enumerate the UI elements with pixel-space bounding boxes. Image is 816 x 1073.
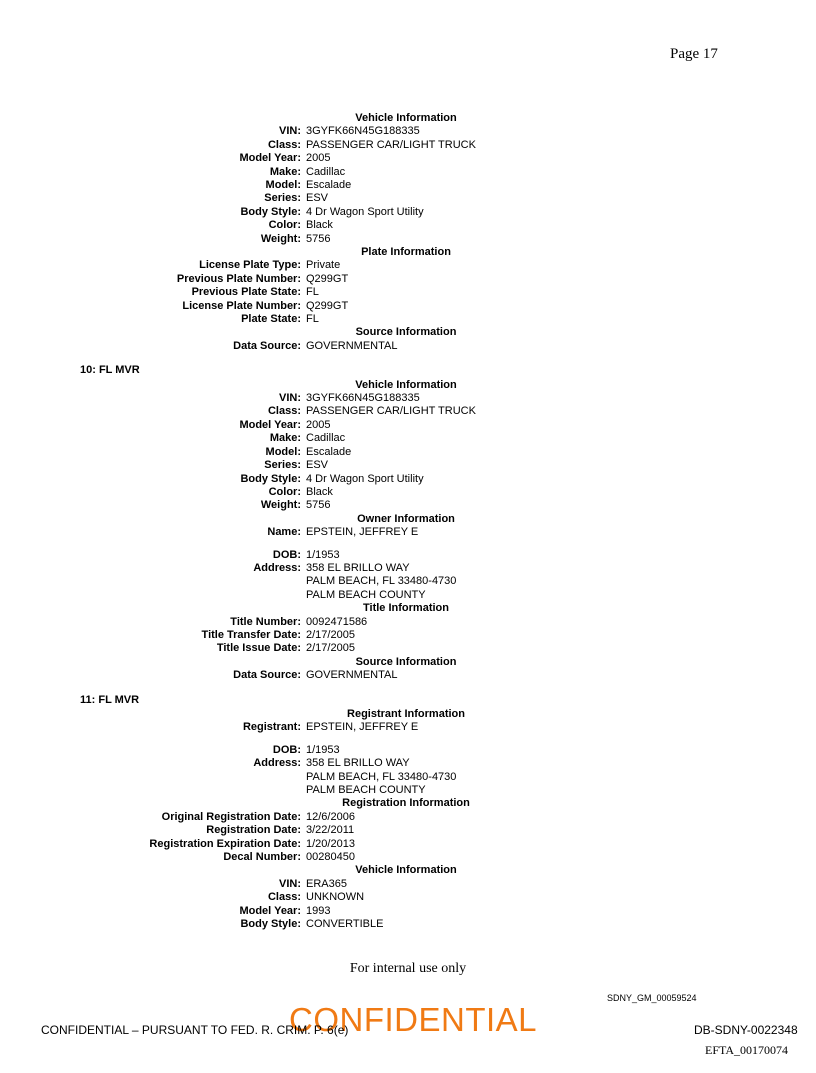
class-row: Class: PASSENGER CAR/LIGHT TRUCK: [267, 138, 476, 151]
spacer: [0, 735, 816, 744]
series-row: Series: ESV: [264, 459, 329, 472]
record-group-title: 11: FL MVR: [80, 693, 140, 706]
series-row: Series: ESV: [264, 192, 329, 205]
internal-use-notice: For internal use only: [349, 961, 467, 976]
address-row: PALM BEACH, FL 33480-4730: [306, 575, 457, 588]
report-content: [0, 112, 816, 931]
spacer: [0, 540, 816, 549]
weight-row: Weight: 5756: [260, 232, 331, 245]
model-row: Model: Escalade: [265, 445, 352, 458]
class-row: Class: PASSENGER CAR/LIGHT TRUCK: [267, 405, 476, 418]
registration-expiration-row: Registration Expiration Date: 1/20/2013: [149, 837, 355, 850]
section-title: Source Information: [355, 655, 457, 668]
body-style-row: Body Style: 4 Dr Wagon Sport Utility: [240, 205, 424, 218]
vin-row: VIN: 3GYFK66N45G188335: [279, 125, 420, 138]
color-row: Color: Black: [268, 485, 333, 498]
model-year-row: Model Year: 2005: [239, 152, 331, 165]
make-row: Make: Cadillac: [269, 165, 346, 178]
plate-type-row: License Plate Type: Private: [199, 259, 341, 272]
address-row: Address: 358 EL BRILLO WAY: [253, 757, 410, 770]
model-year-row: Model Year: 1993: [239, 904, 331, 917]
bates-number-db: DB-SDNY-0022348: [694, 1023, 798, 1037]
section-title: Registrant Information: [347, 707, 465, 720]
bates-number-efta: EFTA_00170074: [705, 1043, 789, 1057]
confidential-notice: CONFIDENTIAL – PURSUANT TO FED. R. CRIM. P. 6(e): [41, 1023, 349, 1037]
plate-number-row: License Plate Number: Q299GT: [182, 299, 349, 312]
confidential-stamp: CONFIDENTIAL: [289, 1001, 538, 1038]
make-row: Make: Cadillac: [269, 432, 346, 445]
section-title: Vehicle Information: [355, 378, 457, 391]
title-number-row: Title Number: 0092471586: [230, 615, 368, 628]
model-year-row: Model Year: 2005: [239, 418, 331, 431]
weight-row: Weight: 5756: [260, 499, 331, 512]
title-transfer-row: Title Transfer Date: 2/17/2005: [201, 628, 355, 641]
dob-row: DOB: 1/1953: [272, 743, 340, 756]
vin-row: VIN: ERA365: [279, 877, 347, 890]
original-registration-row: Original Registration Date: 12/6/2006: [161, 810, 355, 823]
title-issue-row: Title Issue Date: 2/17/2005: [216, 642, 355, 655]
record-group-title: 10: FL MVR: [80, 364, 140, 377]
address-row: Address: 358 EL BRILLO WAY: [253, 561, 410, 574]
registrant-row: Registrant: EPSTEIN, JEFFREY E: [242, 721, 419, 734]
section-title: Title Information: [363, 602, 449, 615]
vin-row: VIN: 3GYFK66N45G188335: [279, 392, 420, 405]
owner-name-row: Name: EPSTEIN, JEFFREY E: [267, 526, 419, 539]
section-title: Registration Information: [342, 797, 470, 810]
plate-state-row: Plate State: FL: [241, 313, 319, 326]
address-row: PALM BEACH COUNTY: [306, 588, 426, 601]
address-row: PALM BEACH COUNTY: [306, 783, 426, 796]
data-source-row: Data Source: GOVERNMENTAL: [233, 339, 398, 352]
page-number: Page 17: [670, 46, 718, 62]
decal-number-row: Decal Number: 00280450: [223, 850, 355, 863]
body-style-row: Body Style: 4 Dr Wagon Sport Utility: [240, 472, 424, 485]
section-title: Vehicle Information: [355, 112, 457, 124]
model-row: Model: Escalade: [265, 179, 352, 192]
dob-row: DOB: 1/1953: [272, 548, 340, 561]
body-style-row: Body Style: CONVERTIBLE: [240, 918, 384, 930]
section-title: Vehicle Information: [355, 864, 457, 877]
address-row: PALM BEACH, FL 33480-4730: [306, 770, 457, 783]
prev-plate-state-row: Previous Plate State: FL: [191, 286, 319, 299]
data-source-row: Data Source: GOVERNMENTAL: [233, 669, 398, 682]
section-title: Plate Information: [361, 246, 451, 259]
prev-plate-number-row: Previous Plate Number: Q299GT: [176, 272, 349, 285]
bates-number-sdny-gm: SDNY_GM_00059524: [607, 993, 697, 1003]
section-title: Source Information: [355, 326, 457, 339]
section-title: Owner Information: [357, 512, 455, 525]
color-row: Color: Black: [268, 219, 333, 232]
class-row: Class: UNKNOWN: [267, 891, 365, 904]
registration-date-row: Registration Date: 3/22/2011: [206, 824, 355, 837]
